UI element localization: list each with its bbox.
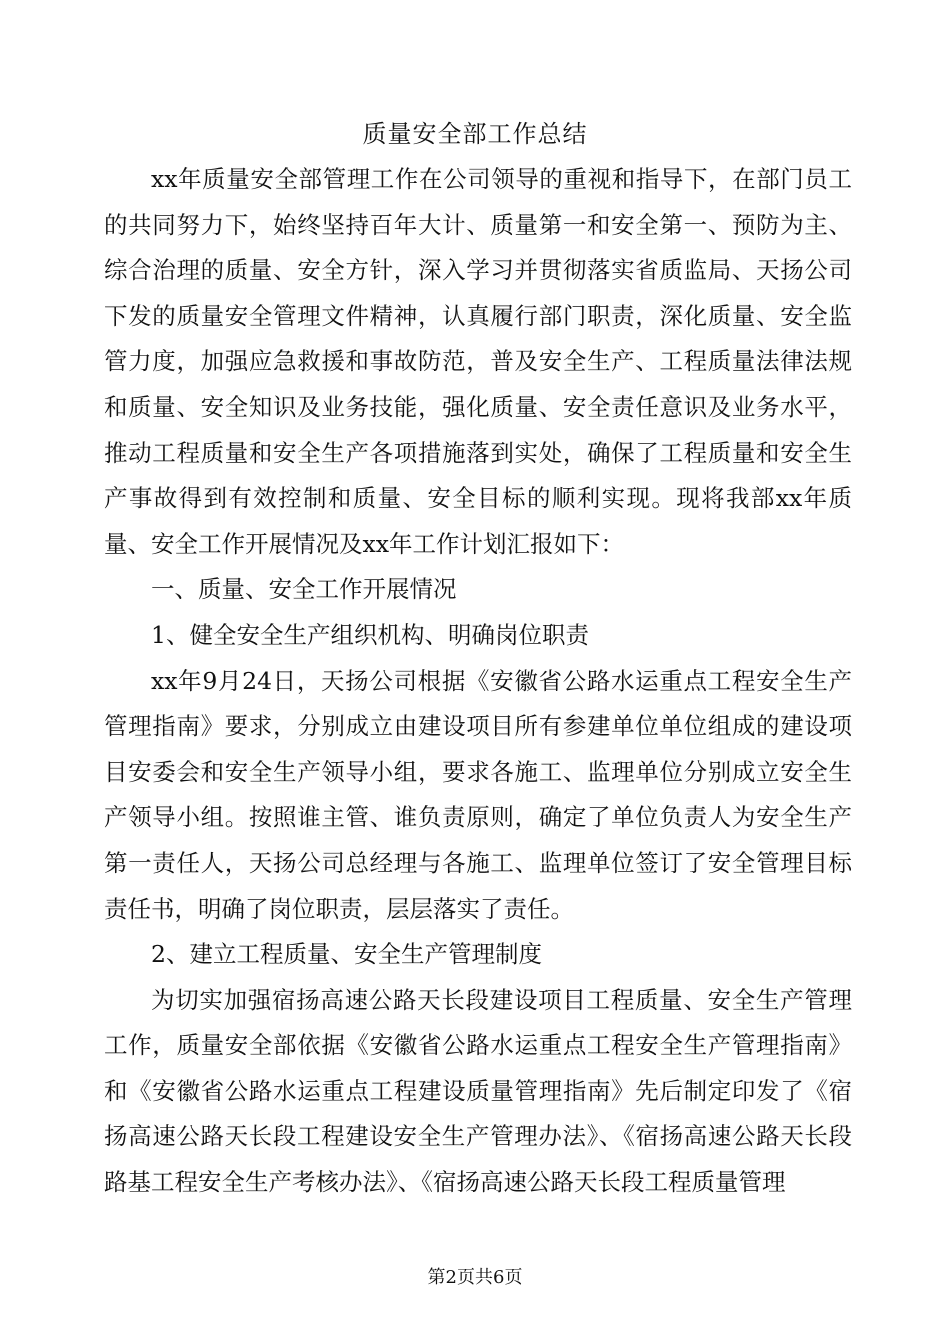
page-footer: 第2页共6页 <box>427 1267 523 1288</box>
paragraph: xx年9月24日，天扬公司根据《安徽省公路水运重点工程安全生产管理指南》要求，分别成立由建设项目所有参建单位单位组成的建设项目安委会和安全生产领导小组，要求各施工、监理单位分别成立安全生产领导小组。按照谁主管、谁负责原则，确定了单位负责人为安全生产第一责任人，天扬公司总经理与各施工、监理单位签订了安全管理目标责任书，明确了岗位职责，层层落实了责任。 <box>104 666 852 923</box>
document-title: 质量安全部工作总结 <box>362 120 588 148</box>
subsection-heading: 2、建立工程质量、安全生产管理制度 <box>151 940 542 969</box>
section-heading: 一、质量、安全工作开展情况 <box>151 575 457 604</box>
subsection-heading: 1、健全安全生产组织机构、明确岗位职责 <box>151 620 589 649</box>
paragraph: 为切实加强宿扬高速公路天长段建设项目工程质量、安全生产管理工作，质量安全部依据《安徽省公路水运重点工程安全生产管理指南》和《安徽省公路水运重点工程建设质量管理指南》先后制定印发了《宿扬高速公路天长段工程建设安全生产管理办法》、《宿扬高速公路天长段路基工程安全生产考核办法》、《宿扬高速公路天长段工程质量管理 <box>104 985 852 1197</box>
paragraph-intro: xx年质量安全部管理工作在公司领导的重视和指导下，在部门员工的共同努力下，始终坚持百年大计、质量第一和安全第一、预防为主、综合治理的质量、安全方针，深入学习并贯彻落实省质监局、天扬公司下发的质量安全管理文件精神，认真履行部门职责，深化质量、安全监管力度，加强应急救援和事故防范，普及安全生产、工程质量法律法规和质量、安全知识及业务技能，强化质量、安全责任意识及业务水平，推动工程质量和安全生产各项措施落到实处，确保了工程质量和安全生产事故得到有效控制和质量、安全目标的顺利实现。现将我部xx年质量、安全工作开展情况及xx年工作计划汇报如下： <box>104 165 852 558</box>
document-body <box>104 157 852 1206</box>
